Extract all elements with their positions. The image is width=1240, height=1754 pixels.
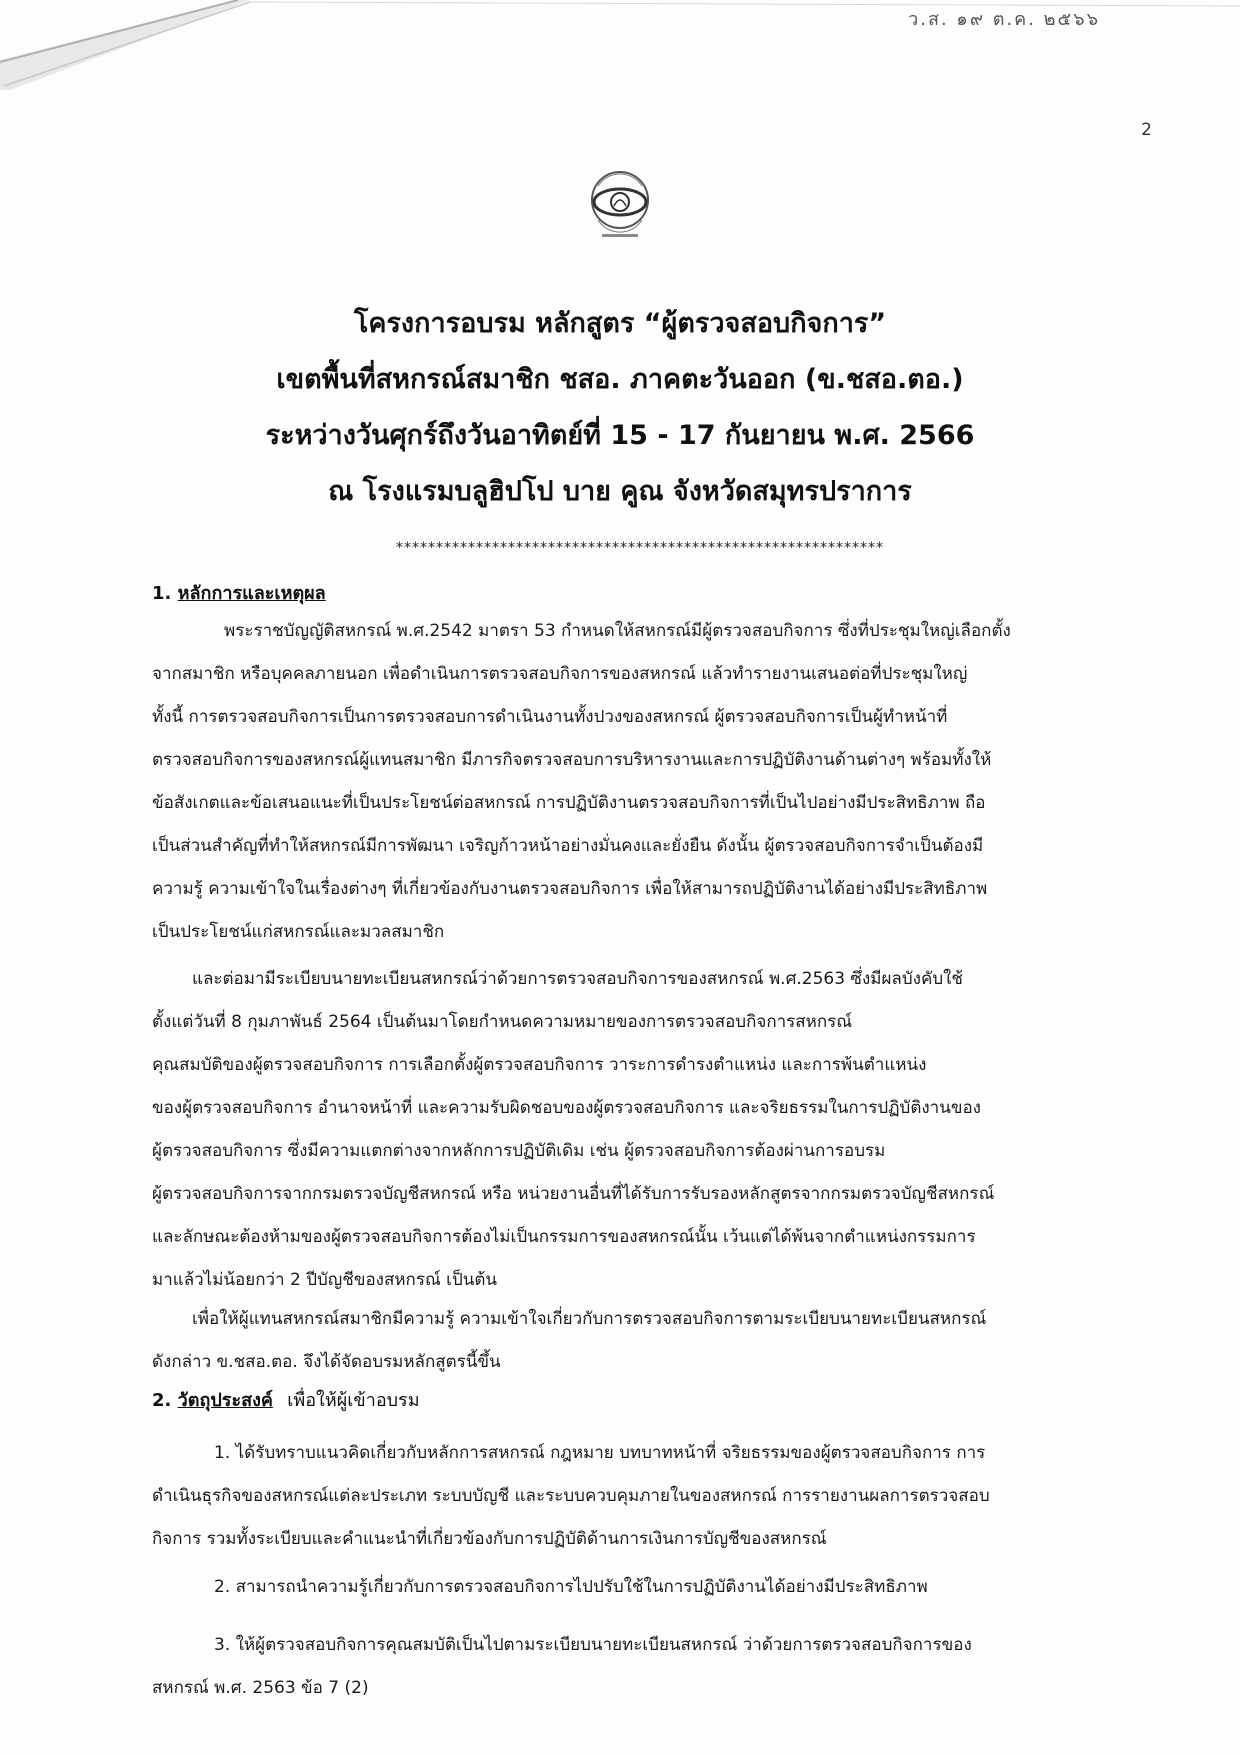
paragraph-line: เพื่อให้ผู้แทนสหกรณ์สมาชิกมีความรู้ ความเข้าใจเกี่ยวกับการตรวจสอบกิจการตามระเบียบนายทะเบียนสหกรณ์ xyxy=(192,1309,987,1329)
separator-line: ************************************************************* xyxy=(396,540,884,556)
paragraph-line: ตั้งแต่วันที่ 8 กุมภาพันธ์ 2564 เป็นต้นมาโดยกำหนดความหมายของการตรวจสอบกิจการสหกรณ์ xyxy=(152,1012,853,1032)
section-1-title: หลักการและเหตุผล xyxy=(177,583,326,604)
page-number: 2 xyxy=(1141,120,1152,140)
section-1-number: 1. xyxy=(152,583,172,604)
paragraph-line: ดังกล่าว ข.ชสอ.ตอ. จึงได้จัดอบรมหลักสูตรนี้ขึ้น xyxy=(152,1352,501,1372)
section-1-paragraph-3 xyxy=(152,1298,1140,1384)
paragraph-line: ตรวจสอบกิจการของสหกรณ์ผู้แทนสมาชิก มีภารกิจตรวจสอบการบริหารงานและการปฏิบัติงานด้านต่างๆ พร้อมทั้งให้ xyxy=(152,750,992,770)
section-1-heading xyxy=(152,578,326,607)
paragraph-line: 2. สามารถนำความรู้เกี่ยวกับการตรวจสอบกิจการไปปรับใช้ในการปฏิบัติงานได้อย่างมีประสิทธิภาพ xyxy=(214,1577,928,1597)
paragraph-line: และต่อมามีระเบียบนายทะเบียนสหกรณ์ว่าด้วยการตรวจสอบกิจการของสหกรณ์ พ.ศ.2563 ซึ่งมีผลบังคับใช้ xyxy=(192,969,963,989)
section-2-title: วัตถุประสงค์ xyxy=(177,1390,273,1411)
paragraph-line: สหกรณ์ พ.ศ. 2563 ข้อ 7 (2) xyxy=(152,1678,369,1698)
document-title xyxy=(200,296,1040,520)
objective-item-2 xyxy=(152,1566,1140,1609)
section-1-paragraph-1 xyxy=(152,610,1140,954)
section-2-number: 2. xyxy=(152,1390,172,1411)
paragraph-line: มาแล้วไม่น้อยกว่า 2 ปีบัญชีของสหกรณ์ เป็นต้น xyxy=(152,1270,498,1290)
section-2-intro: เพื่อให้ผู้เข้าอบรม xyxy=(287,1390,420,1411)
paragraph-line: ความรู้ ความเข้าใจในเรื่องต่างๆ ที่เกี่ยวข้องกับงานตรวจสอบกิจการ เพื่อให้สามารถปฏิบัติงานได้อย่างมีประสิทธิภาพ xyxy=(152,879,988,899)
section-2-heading xyxy=(152,1385,420,1414)
cooperative-seal-logo xyxy=(588,158,652,248)
paragraph-line: พระราชบัญญัติสหกรณ์ พ.ศ.2542 มาตรา 53 กำหนดให้สหกรณ์มีผู้ตรวจสอบกิจการ ซึ่งที่ประชุมใหญ่เลือกตั้ง xyxy=(224,621,1011,641)
paragraph-line: 3. ให้ผู้ตรวจสอบกิจการคุณสมบัติเป็นไปตามระเบียบนายทะเบียนสหกรณ์ ว่าด้วยการตรวจสอบกิจการของ xyxy=(214,1635,972,1655)
objective-item-1 xyxy=(152,1432,1140,1561)
paragraph-line: ของผู้ตรวจสอบกิจการ อำนาจหน้าที่ และความรับผิดชอบของผู้ตรวจสอบกิจการ และจริยธรรมในการปฏิบัติงานของ xyxy=(152,1098,981,1118)
paragraph-line: คุณสมบัติของผู้ตรวจสอบกิจการ การเลือกตั้งผู้ตรวจสอบกิจการ วาระการดำรงตำแหน่ง และการพ้นตำแหน่ง xyxy=(152,1055,927,1075)
paragraph-line: จากสมาชิก หรือบุคคลภายนอก เพื่อดำเนินการตรวจสอบกิจการของสหกรณ์ แล้วทำรายงานเสนอต่อที่ประชุมใหญ่ xyxy=(152,664,968,684)
title-line-4: ณ โรงแรมบลูฮิปโป บาย คูณ จังหวัดสมุทรปราการ xyxy=(328,476,912,507)
paragraph-line: เป็นประโยชน์แก่สหกรณ์และมวลสมาชิก xyxy=(152,922,445,942)
title-line-1: โครงการอบรม หลักสูตร “ผู้ตรวจสอบกิจการ” xyxy=(353,308,887,339)
paragraph-line: ทั้งนี้ การตรวจสอบกิจการเป็นการตรวจสอบการดำเนินงานทั้งปวงของสหกรณ์ ผู้ตรวจสอบกิจการเป็นผู้ทำหน้าที่ xyxy=(152,707,948,727)
paragraph-line: ผู้ตรวจสอบกิจการ ซึ่งมีความแตกต่างจากหลักการปฏิบัติเดิม เช่น ผู้ตรวจสอบกิจการต้องผ่านการอบรม xyxy=(152,1141,886,1161)
paragraph-line: ผู้ตรวจสอบกิจการจากกรมตรวจบัญชีสหกรณ์ หรือ หน่วยงานอื่นที่ได้รับการรับรองหลักสูตรจากกรมตรวจบัญชีสหกรณ์ xyxy=(152,1184,995,1204)
section-1-paragraph-2 xyxy=(152,958,1140,1302)
paragraph-line: 1. ได้รับทราบแนวคิดเกี่ยวกับหลักการสหกรณ์ กฎหมาย บทบาทหน้าที่ จริยธรรมของผู้ตรวจสอบกิจการ การ xyxy=(214,1443,986,1463)
received-stamp: ว.ส. ๑๙ ต.ค. ๒๕๖๖ xyxy=(908,9,1100,30)
paragraph-line: ข้อสังเกตและข้อเสนอแนะที่เป็นประโยชน์ต่อสหกรณ์ การปฏิบัติงานตรวจสอบกิจการที่เป็นไปอย่างมีประสิทธิภาพ ถือ xyxy=(152,793,986,813)
title-line-3: ระหว่างวันศุกร์ถึงวันอาทิตย์ที่ 15 - 17 กันยายน พ.ศ. 2566 xyxy=(265,420,975,451)
paragraph-line: ดำเนินธุรกิจของสหกรณ์แต่ละประเภท ระบบบัญชี และระบบควบคุมภายในของสหกรณ์ การรายงานผลการตรวจสอบ xyxy=(152,1486,990,1506)
paragraph-line: กิจการ รวมทั้งระเบียบและคำแนะนำที่เกี่ยวข้องกับการปฏิบัติด้านการเงินการบัญชีของสหกรณ์ xyxy=(152,1529,827,1549)
paragraph-line: และลักษณะต้องห้ามของผู้ตรวจสอบกิจการต้องไม่เป็นกรรมการของสหกรณ์นั้น เว้นแต่ได้พ้นจากตำแหน่งกรรมการ xyxy=(152,1227,976,1247)
objective-item-3 xyxy=(152,1624,1140,1710)
title-line-2: เขตพื้นที่สหกรณ์สมาชิก ชสอ. ภาคตะวันออก (ข.ชสอ.ตอ.) xyxy=(276,364,964,395)
paragraph-line: เป็นส่วนสำคัญที่ทำให้สหกรณ์มีการพัฒนา เจริญก้าวหน้าอย่างมั่นคงและยั่งยืน ดังนั้น ผู้ตรวจสอบกิจการจำเป็นต้องมี xyxy=(152,836,984,856)
